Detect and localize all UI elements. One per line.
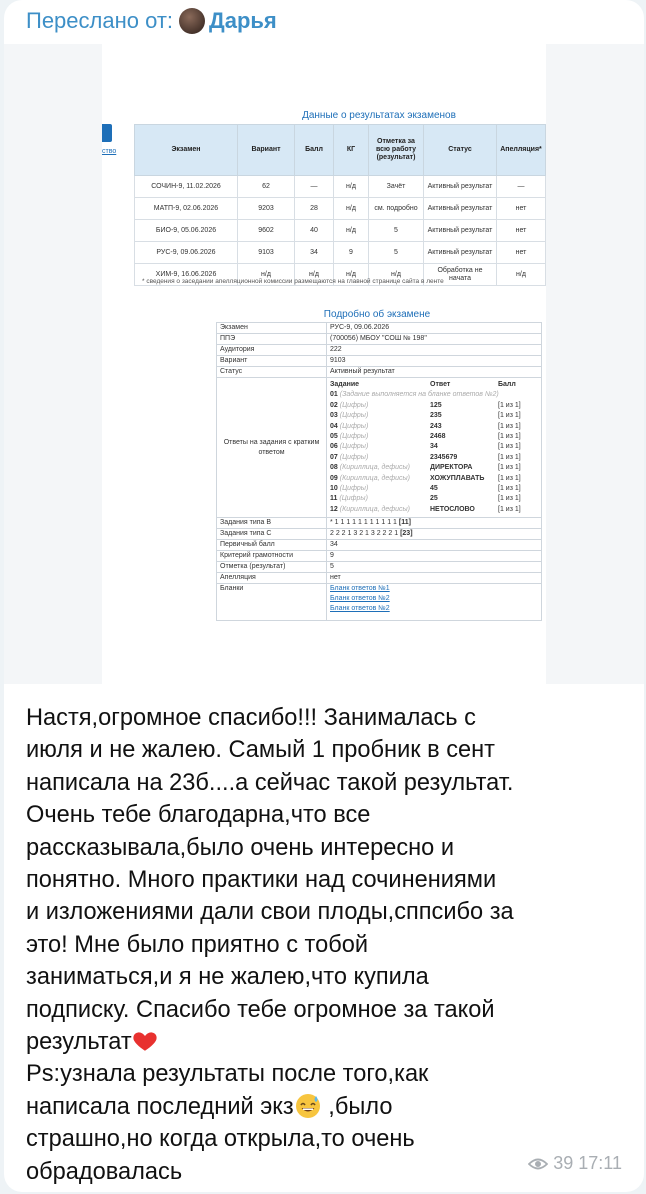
answer-value: 125 [430,401,442,409]
message-line: это! Мне было приятно с тобой [26,931,369,958]
detail-value: (700056) МБОУ "СОШ № 198" [327,334,542,345]
message-time: 17:11 [578,1153,622,1173]
b-tasks-total: [11] [398,519,411,527]
answer-score: [1 из 1] [498,443,521,451]
detail-value: 222 [327,345,542,356]
answers-header-score: Балл [498,381,516,388]
answer-score: [1 из 1] [498,422,521,430]
answers-label: Ответы на задания с кратким ответом [217,378,327,518]
answer-task-hint: (Цифры) [339,401,369,409]
message-line: Настя,огромное спасибо!!! Занималась с [26,705,476,731]
cell: — [497,176,546,198]
cell: н/д [334,220,369,242]
answer-task [330,422,430,432]
cell: н/д [369,264,424,286]
answer-task-number: 06 [330,443,338,451]
message-line: рассказывала,было очень интересно и [26,834,455,861]
form-link-3: Бланк ответов №2 [330,605,390,613]
sidebar-link: ство [102,148,117,155]
answer-task [330,484,430,494]
red-heart-icon [132,1028,158,1054]
answers-cell [327,378,542,518]
forwarded-header[interactable] [26,6,277,36]
sidebar-active-item [102,124,112,142]
answer-score: [1 из 1] [498,505,521,513]
answer-task-hint: (Задание выполняется на бланке ответов №2) [339,391,499,399]
message-line: Ps:узнала результаты после того,как [26,1061,429,1088]
answer-score: [1 из 1] [498,495,521,503]
detail-value: 9103 [327,356,542,367]
cell: нет [497,242,546,264]
answer-score: [1 из 1] [498,412,521,420]
results-header: КГ [334,125,369,176]
cell: 9602 [238,220,295,242]
message-line: июля и не жалею. Самый 1 пробник в сент [26,737,495,764]
table-row [135,242,546,264]
cell: 9103 [238,242,295,264]
answer-score: [1 из 1] [498,453,521,461]
views-count: 39 [553,1153,574,1173]
detail-row [217,323,542,334]
cell: нет [497,220,546,242]
answer-value: 2345679 [430,453,458,461]
answer-score: [1 из 1] [498,464,521,472]
message-meta [528,1153,622,1174]
answer-task-number: 12 [330,505,338,513]
answer-task-hint: (Цифры) [339,422,369,430]
message-text [26,702,626,1188]
cell: 34 [295,242,334,264]
answer-task-hint: (Цифры) [339,443,369,451]
cell: 28 [295,198,334,220]
c-tasks-marks: 2 2 2 1 3 2 1 3 2 2 2 1 [330,530,399,538]
answer-task-hint: (Кириллица, дефисы) [339,474,410,482]
cell: н/д [334,198,369,220]
answer-task [330,401,430,411]
forms-label: Бланки [217,584,327,621]
attached-photo[interactable] [4,44,644,684]
cell: 62 [238,176,295,198]
detail-label: Задания типа В [217,518,327,529]
cell: РУС-9, 09.06.2026 [135,242,238,264]
cell: нет [497,198,546,220]
answer-task-hint: (Цифры) [339,433,369,441]
answer-value: 25 [430,495,438,503]
cell: ХИМ-9, 16.06.2026 [135,264,238,286]
appeal-footnote: * сведения о заседании апелляционной комиссии размещаются на главной странице сайта в ленте [142,278,444,285]
cell: 40 [295,220,334,242]
detail-label: Вариант [217,356,327,367]
answer-task [330,494,430,504]
detail-label: Отметка (результат) [217,562,327,573]
answer-value: ДИРЕКТОРА [430,464,473,472]
eye-icon [528,1157,548,1171]
answer-score: [1 из 1] [498,401,521,409]
cell: 5 [369,242,424,264]
answer-task-hint: (Цифры) [339,412,369,420]
cell: Активный результат [424,198,497,220]
answer-task [330,411,430,421]
results-header: Статус [424,125,497,176]
answer-task-number: 08 [330,464,338,472]
answer-task [330,432,430,442]
message-bubble[interactable] [4,0,644,1192]
detail-row [217,529,542,540]
cell: н/д [334,176,369,198]
detail-value: РУС-9, 09.06.2026 [327,323,542,334]
cell: — [295,176,334,198]
detail-row [217,334,542,345]
answer-task-number: 05 [330,433,338,441]
detail-label: Апелляция [217,573,327,584]
answers-header-task: Задание [330,381,360,388]
grinning-sweat-icon [294,1092,322,1120]
form-link-1: Бланк ответов №1 [330,585,390,593]
table-row [135,176,546,198]
answer-value: 235 [430,412,442,420]
answer-task-number: 02 [330,401,338,409]
answer-task-hint: (Цифры) [339,485,369,493]
answer-score: [1 из 1] [498,433,521,441]
message-line [26,1026,626,1058]
answer-value: 243 [430,422,442,430]
answer-task [330,453,430,463]
message-line: заниматься,и я не жалею,что купила [26,964,429,991]
cell: см. подробно [369,198,424,220]
answer-task-number: 09 [330,474,338,482]
cell: СОЧИН-9, 11.02.2026 [135,176,238,198]
detail-value: Активный результат [327,367,542,378]
answer-task [330,474,430,484]
detail-row [217,540,542,551]
answer-task-number: 01 [330,391,338,399]
detail-value [327,518,542,529]
cell: Активный результат [424,220,497,242]
message-line: и изложениями дали свои плоды,сппсибо за [26,899,514,926]
detail-label: Статус [217,367,327,378]
cell: 5 [369,220,424,242]
message-line-text: написала последний экз [26,1093,294,1120]
detail-value: нет [327,573,542,584]
cell: 9203 [238,198,295,220]
answer-score: [1 из 1] [498,474,521,482]
details-title: Подробно об экзамене [323,309,431,320]
answer-value: ХОЖУПЛАВАТЬ [430,474,485,482]
results-header-row [135,125,546,176]
cell: н/д [295,264,334,286]
detail-value: 5 [327,562,542,573]
answer-task-number: 03 [330,412,338,420]
details-table [216,322,542,621]
results-header: Экзамен [135,125,238,176]
detail-row [217,551,542,562]
message-line: понятно. Много практики над сочинениями [26,867,497,894]
cell: МАТП-9, 02.06.2026 [135,198,238,220]
detail-label: Критерий грамотности [217,551,327,562]
detail-label: ППЭ [217,334,327,345]
cell: БИО-9, 05.06.2026 [135,220,238,242]
detail-row [217,573,542,584]
sender-avatar[interactable] [179,8,205,34]
results-title: Данные о результатах экзаменов [302,110,456,121]
detail-row [217,562,542,573]
sender-name[interactable]: Дарья [209,8,277,33]
detail-label: Первичный балл [217,540,327,551]
cell: н/д [238,264,295,286]
message-line: обрадовалась [26,1158,183,1185]
answers-grid [330,390,538,515]
answers-header-answer: Ответ [430,381,451,388]
answer-value: 2468 [430,433,446,441]
detail-value [327,529,542,540]
message-line: подписку. Спасибо тебе огромное за такой [26,996,495,1023]
forwarded-label: Переслано от: [26,8,174,33]
answers-header [330,380,538,390]
detail-row [217,356,542,367]
detail-label: Задания типа С [217,529,327,540]
answer-task-number: 04 [330,422,338,430]
form-link-2: Бланк ответов №2 [330,595,390,603]
answer-value: НЕТОСЛОВО [430,505,475,513]
message-line: Очень тебе благодарна,что все [26,802,371,829]
message-line: написала на 23б....а сейчас такой результат. [26,769,514,796]
b-tasks-marks: * 1 1 1 1 1 1 1 1 1 1 1 [330,519,397,527]
results-table [134,124,546,286]
detail-row [217,345,542,356]
answer-task-number: 11 [330,495,338,503]
detail-row [217,367,542,378]
answer-score: [1 из 1] [498,485,521,493]
answer-task-number: 10 [330,485,338,493]
results-header: Вариант [238,125,295,176]
results-header: Отметка за всю работу (результат) [369,125,424,176]
cell: Активный результат [424,176,497,198]
cell: Обработка не начата [424,264,497,286]
results-header: Апелляция* [497,125,546,176]
forms-cell [327,584,542,621]
cell: Зачёт [369,176,424,198]
answer-task-hint: (Кириллица, дефисы) [339,505,410,513]
answer-task-number: 07 [330,453,338,461]
detail-value: 9 [327,551,542,562]
detail-value: 34 [327,540,542,551]
answer-task [330,442,430,452]
cell: 9 [334,242,369,264]
detail-row [217,518,542,529]
message-line-text: результат [26,1029,132,1056]
answer-task [330,390,538,400]
cell: н/д [334,264,369,286]
answer-task-hint: (Цифры) [339,453,369,461]
table-row [135,198,546,220]
answer-task-hint: (Цифры) [339,495,368,503]
message-line: страшно,но когда открыла,то очень [26,1126,415,1153]
cell: н/д [497,264,546,286]
message-line [26,1091,626,1123]
sidebar-fragment [102,124,117,155]
answer-value: 45 [430,485,438,493]
answer-task [330,463,430,473]
answer-task [330,505,430,515]
detail-row-forms [217,584,542,621]
message-line-text: ,было [321,1093,393,1120]
detail-label: Экзамен [217,323,327,334]
c-tasks-total: [23] [400,530,413,538]
answer-value: 34 [430,443,438,451]
table-row [135,220,546,242]
detail-row-answers [217,378,542,518]
cell: Активный результат [424,242,497,264]
detail-label: Аудитория [217,345,327,356]
results-header: Балл [295,125,334,176]
answer-task-hint: (Кириллица, дефисы) [339,464,410,472]
